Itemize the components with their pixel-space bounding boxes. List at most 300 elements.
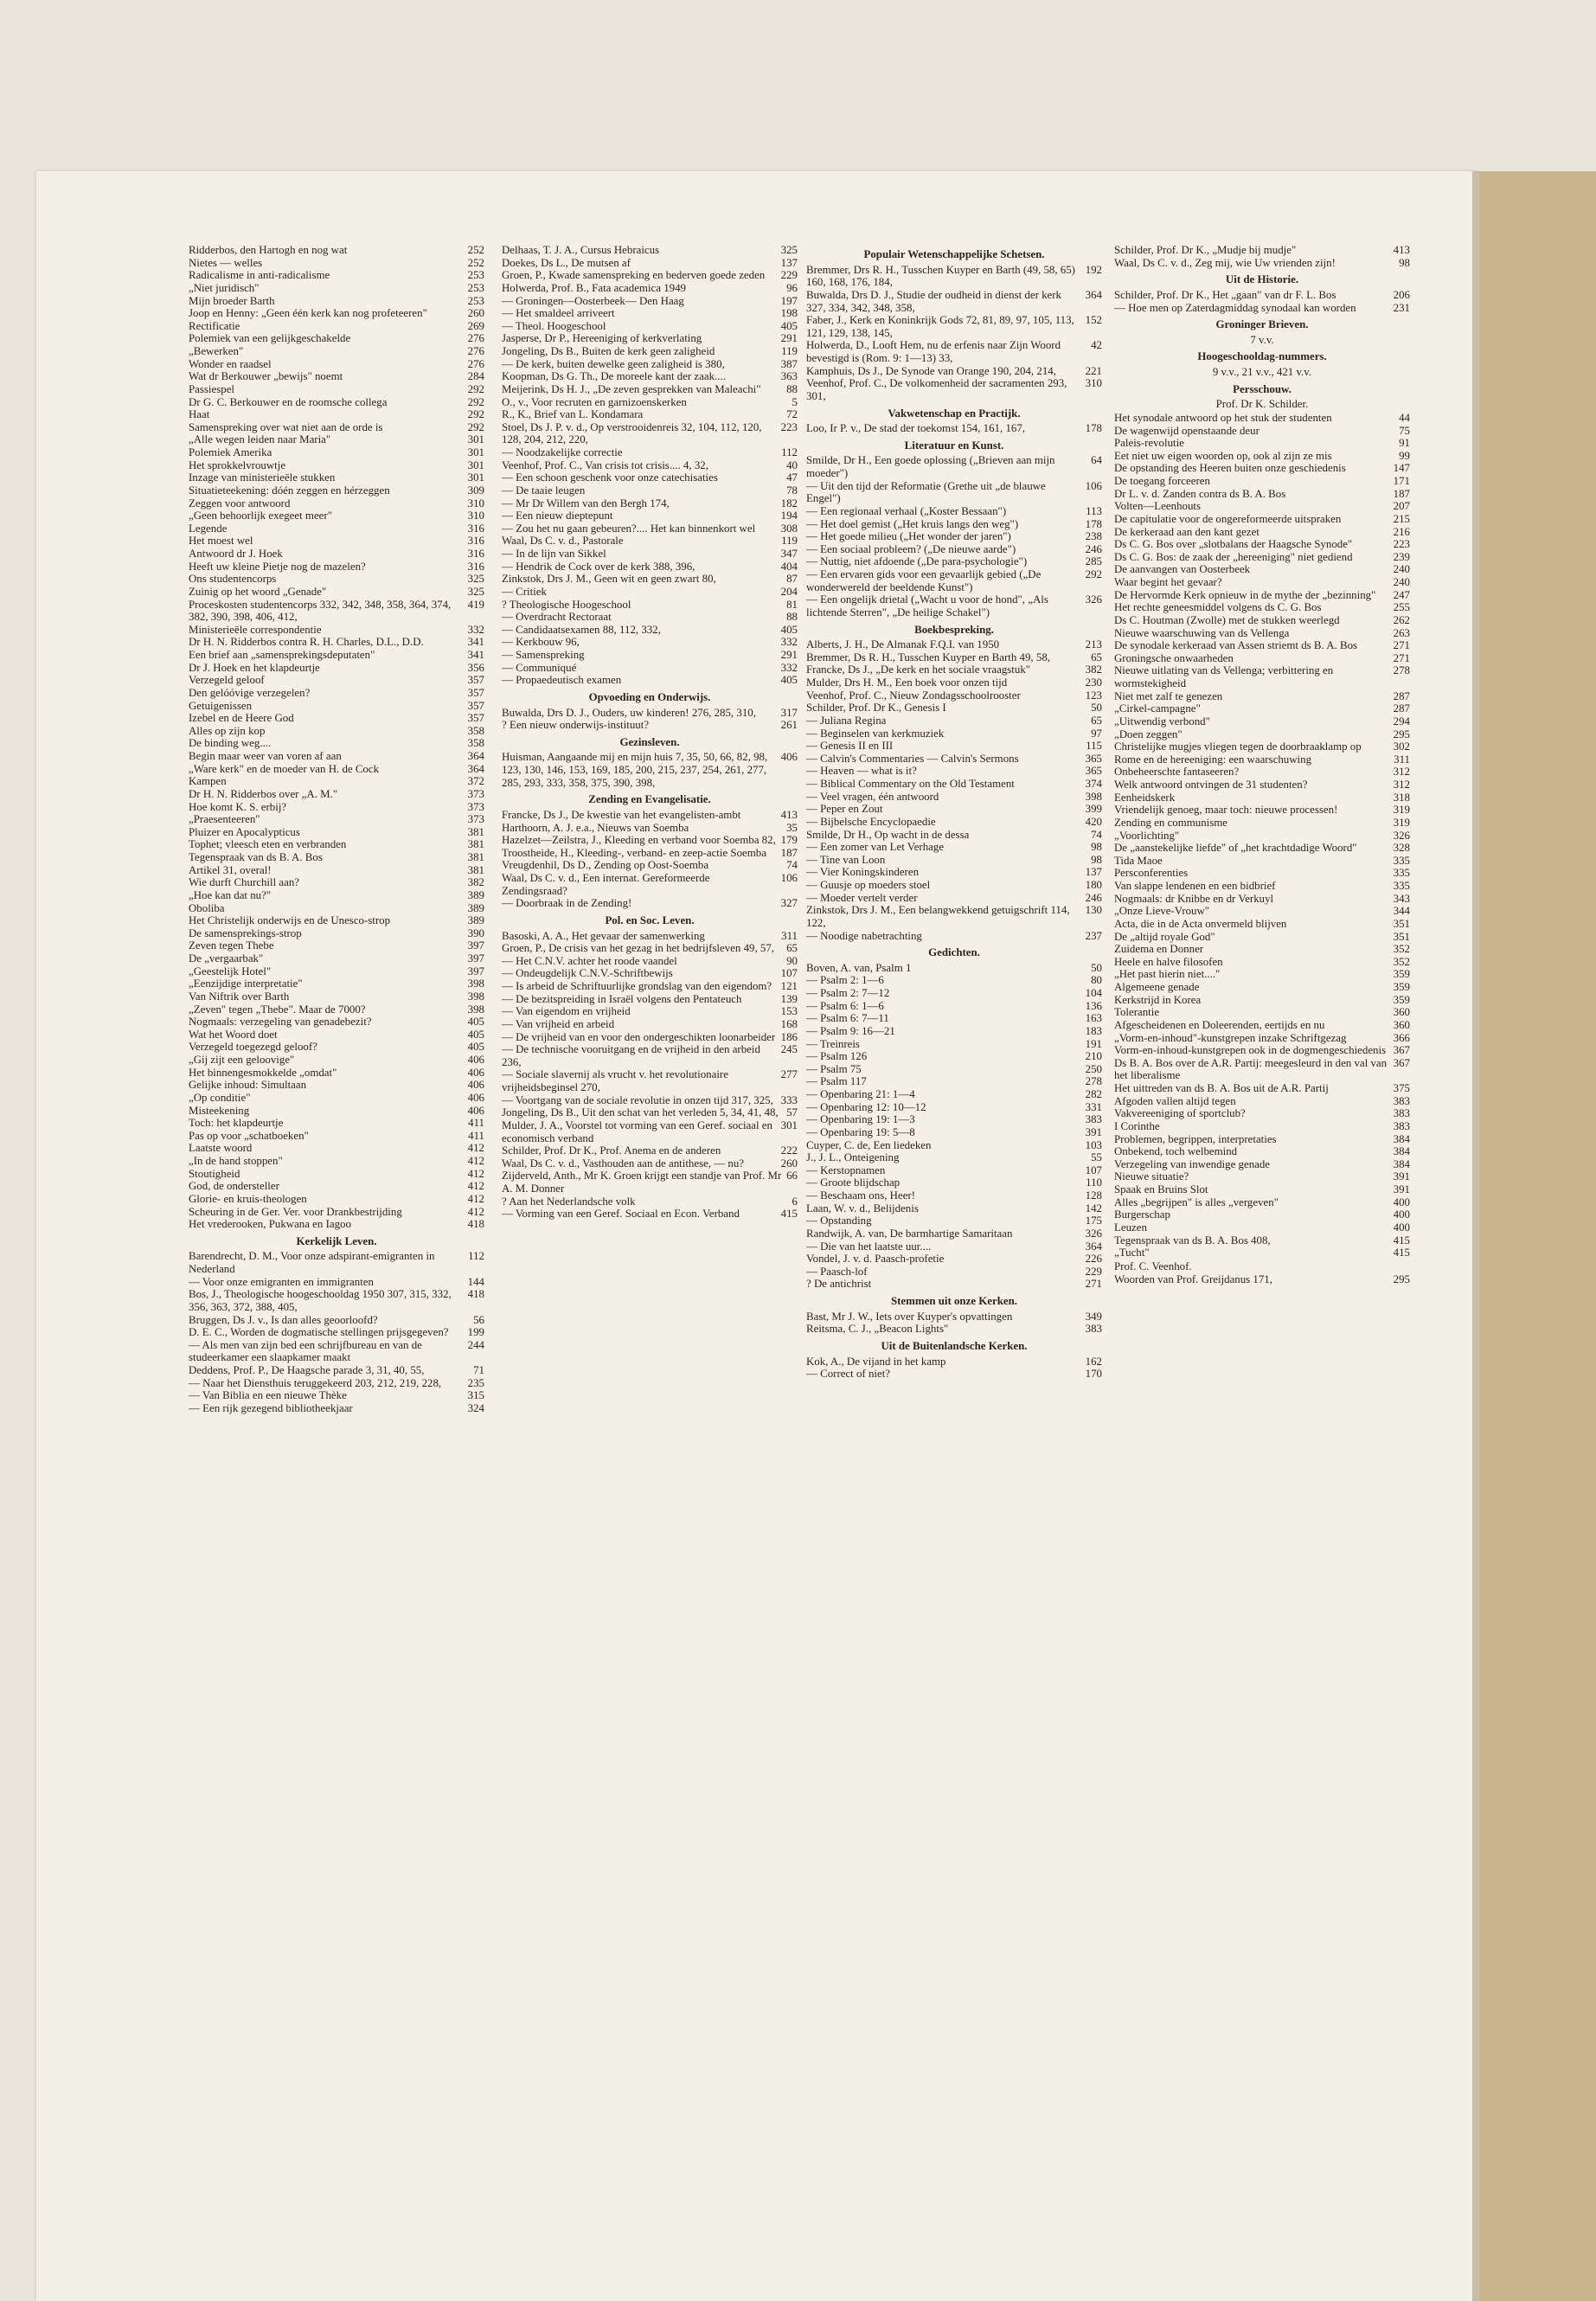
entry-title: — Openbaring 21: 1—4: [806, 1088, 915, 1100]
index-entry: [189, 573, 484, 586]
index-entry: [189, 649, 484, 662]
index-entry: [502, 707, 798, 720]
entry-page-number: 221: [1085, 364, 1102, 377]
index-entry: [502, 1043, 798, 1068]
entry-page-number: 239: [1393, 550, 1410, 563]
entry-page-number: 223: [1393, 538, 1410, 551]
entry-title: Wat dr Berkouwer „bewijs" noemt: [189, 370, 343, 383]
entry-title: Paleis-revolutie: [1114, 437, 1184, 450]
entry-title: De aanvangen van Oosterbeek: [1114, 563, 1251, 576]
entry-title: D. E. C., Worden de dogmatische stellingen prijsgegeven?: [189, 1326, 449, 1339]
index-entry: [189, 1092, 484, 1105]
entry-page-number: 187: [780, 846, 798, 859]
entry-title: Waal, Ds C. v. d., Pastorale: [502, 535, 624, 548]
index-entry: [189, 1130, 484, 1143]
index-column-2: [502, 244, 798, 1221]
entry-page-number: 420: [1085, 815, 1102, 828]
section-heading: Vakwetenschap en Practijk.: [888, 407, 1021, 420]
entry-page-number: 80: [1091, 974, 1102, 987]
entry-page-number: 415: [1393, 1234, 1410, 1247]
index-entry: [189, 599, 484, 624]
index-entry: [806, 803, 1102, 816]
entry-page-number: 128: [1085, 1189, 1102, 1202]
index-entry: [1114, 551, 1410, 564]
entry-page-number: 301: [467, 458, 484, 471]
entry-page-number: 271: [1393, 639, 1410, 652]
index-entry: [1114, 1006, 1410, 1019]
entry-page-number: 341: [467, 649, 484, 661]
entry-page-number: 301: [780, 1118, 798, 1131]
entry-page-number: 255: [1393, 601, 1410, 614]
entry-page-number: 179: [780, 834, 798, 847]
entry-title: — Is arbeid de Schriftuurlijke grondslag van den eigendom?: [502, 980, 772, 992]
index-entry: [189, 1339, 484, 1364]
index-entry: [1114, 526, 1410, 539]
entry-title: „Onze Lieve-Vrouw": [1114, 905, 1210, 918]
entry-title: De wagenwijd openstaande deur: [1114, 424, 1259, 437]
entry-page-number: 406: [467, 1091, 484, 1104]
index-entry: [189, 1326, 484, 1339]
index-entry: [1114, 690, 1410, 703]
entry-title: — Veel vragen, één antwoord: [806, 790, 939, 803]
index-entry: [502, 320, 798, 333]
index-note: Prof. Dr K. Schilder.: [1215, 398, 1309, 411]
entry-title: — Beginselen van kerkmuziek: [806, 727, 945, 740]
entry-page-number: 292: [467, 408, 484, 421]
entry-page-number: 316: [467, 535, 484, 548]
entry-title: Doekes, Ds L., De mutsen af: [502, 256, 631, 269]
entry-title: Jongeling, Ds B., Uit den schat van het verleden 5, 34, 41, 48,: [502, 1106, 779, 1119]
entry-title: Harthoorn, A. J. e.a., Nieuws van Soemba: [502, 821, 689, 834]
entry-page-number: 406: [780, 751, 798, 764]
index-entry: [806, 264, 1102, 289]
entry-title: — Psalm 2: 7—12: [806, 987, 890, 999]
entry-title: Heeft uw kleine Pietje nog de mazelen?: [189, 560, 366, 573]
index-entry: [1114, 475, 1410, 488]
entry-title: Randwijk, A. van, De barmhartige Samaritaan: [806, 1227, 1013, 1240]
index-entry: [189, 902, 484, 915]
entry-title: Nieuwe uitlating van ds Vellenga; verbittering en wormstekigheid: [1114, 664, 1334, 689]
entry-title: Niet met zalf te genezen: [1114, 689, 1223, 702]
index-entry: [189, 433, 484, 446]
index-entry: [1114, 702, 1410, 715]
index-entry: [502, 446, 798, 459]
entry-page-number: 198: [780, 307, 798, 320]
entry-title: Wie durft Churchill aan?: [189, 876, 299, 889]
entry-page-number: 210: [1085, 1050, 1102, 1063]
entry-page-number: 207: [1393, 500, 1410, 513]
entry-title: — Van eigendom en vrijheid: [502, 1005, 631, 1018]
entry-page-number: 332: [780, 661, 798, 674]
index-entry: [1114, 627, 1410, 640]
entry-title: Veenhof, Prof. C., De volkomenheid der sacramenten 293, 301,: [806, 377, 1067, 402]
entry-title: Zinkstok, Drs J. M., Een belangwekkend getuigschrift 114, 122,: [806, 904, 1070, 929]
index-entry: [502, 1195, 798, 1208]
entry-title: Laatste woord: [189, 1142, 253, 1155]
entry-page-number: 113: [1086, 504, 1102, 517]
entry-title: Barendrecht, D. M., Voor onze adspirant-emigranten in Nederland: [189, 1250, 435, 1275]
index-entry: [1114, 830, 1410, 843]
entry-page-number: 326: [1393, 829, 1410, 842]
index-entry: [189, 408, 484, 421]
index-entry: [806, 663, 1102, 676]
entry-title: De „altijd royale God": [1114, 930, 1215, 943]
index-entry: [806, 1101, 1102, 1114]
entry-title: De binding weg....: [189, 737, 272, 750]
index-entry: [1114, 779, 1410, 792]
index-entry: [502, 383, 798, 396]
entry-title: De kerkeraad aan den kant gezet: [1114, 525, 1259, 538]
index-entry: [502, 636, 798, 649]
entry-page-number: 372: [467, 775, 484, 788]
index-entry: [502, 822, 798, 835]
entry-title: — Een rijk gezegend bibliotheekjaar: [189, 1401, 353, 1414]
entry-title: Afgescheidenen en Doleerenden, eertijds en nu: [1114, 1018, 1325, 1031]
entry-title: Groen, P., Kwade samenspreking en bederven goede zeden: [502, 269, 766, 282]
entry-title: Het sprokkelvrouwtje: [189, 458, 286, 471]
index-entry: [1114, 1145, 1410, 1158]
entry-page-number: 112: [781, 446, 798, 458]
index-section: [806, 1295, 1102, 1336]
entry-page-number: 276: [467, 332, 484, 345]
entry-page-number: 301: [467, 433, 484, 446]
entry-page-number: 399: [1085, 803, 1102, 816]
index-entry: [806, 339, 1102, 364]
index-entry: [502, 624, 798, 637]
entry-title: Haat: [189, 408, 210, 421]
index-entry: [189, 1117, 484, 1130]
entry-title: „Geen behoorlijk exegeet meer": [189, 510, 332, 522]
index-entry: [502, 1005, 798, 1018]
index-entry: [1114, 614, 1410, 627]
entry-page-number: 405: [467, 1028, 484, 1041]
index-entry: [806, 530, 1102, 543]
index-entry: [806, 1311, 1102, 1324]
index-entry: [502, 930, 798, 943]
index-entry: [189, 725, 484, 738]
index-entry: [1114, 1082, 1410, 1095]
index-entry: [806, 1063, 1102, 1076]
entry-page-number: 411: [468, 1129, 484, 1142]
entry-title: Dr G. C. Berkouwer en de roomsche collega: [189, 395, 388, 408]
entry-page-number: 316: [467, 522, 484, 535]
index-entry: [189, 1079, 484, 1092]
entry-title: Burgerschap: [1114, 1208, 1170, 1221]
index-entry: [806, 422, 1102, 435]
section-heading: Hoogeschooldag-nummers.: [1197, 350, 1327, 363]
entry-page-number: 383: [1085, 1113, 1102, 1126]
index-entry: [189, 548, 484, 561]
entry-page-number: 187: [1393, 487, 1410, 500]
entry-page-number: 88: [786, 382, 798, 395]
entry-page-number: 383: [1085, 1323, 1102, 1336]
index-note: 9 v.v., 21 v.v., 421 v.v.: [1212, 366, 1312, 378]
index-entry: [502, 522, 798, 535]
entry-title: De synodale kerkeraad van Assen striemt ds B. A. Bos: [1114, 639, 1358, 652]
index-entry: [189, 269, 484, 282]
entry-title: „Cirkel-campagne": [1114, 702, 1201, 715]
entry-page-number: 363: [780, 370, 798, 383]
index-entry: [502, 586, 798, 599]
index-entry: [1114, 1158, 1410, 1171]
entry-page-number: 107: [780, 967, 798, 980]
entry-page-number: 381: [467, 851, 484, 863]
entry-page-number: 360: [1393, 1006, 1410, 1019]
entry-title: — Hoe men op Zaterdagmiddag synodaal kan worden: [1114, 301, 1356, 314]
entry-page-number: 153: [780, 1005, 798, 1018]
index-entry: [806, 651, 1102, 664]
entry-page-number: 292: [467, 382, 484, 395]
entry-page-number: 97: [1091, 727, 1102, 740]
index-entry: [189, 977, 484, 990]
index-entry: [189, 1377, 484, 1390]
entry-page-number: 366: [1393, 1031, 1410, 1044]
index-entry: [189, 1218, 484, 1231]
index-entry: [502, 1094, 798, 1107]
entry-page-number: 222: [780, 1144, 798, 1157]
index-entry: [502, 897, 798, 910]
entry-title: — Genesis II en III: [806, 740, 894, 753]
entry-page-number: 365: [1085, 752, 1102, 765]
entry-title: „Zeven" tegen „Thebe". Maar de 7000?: [189, 1003, 366, 1016]
entry-page-number: 72: [786, 408, 798, 421]
index-entry: [806, 555, 1102, 568]
entry-page-number: 121: [780, 980, 798, 992]
index-entry: [806, 1266, 1102, 1279]
entry-title: „Geestelijk Hotel": [189, 965, 272, 977]
entry-title: Buwalda, Drs D. J., Studie der oudheid in dienst der kerk 327, 334, 342, 348, 358,: [806, 288, 1061, 314]
entry-title: Radicalisme in anti-radicalisme: [189, 269, 330, 282]
index-note: 7 v.v.: [1250, 333, 1274, 346]
entry-title: Het rechte geneesmiddel volgens ds C. G. Bos: [1114, 601, 1322, 614]
entry-page-number: 373: [467, 813, 484, 826]
entry-title: — Psalm 9: 16—21: [806, 1024, 895, 1037]
entry-page-number: 319: [1393, 804, 1410, 817]
entry-page-number: 186: [780, 1030, 798, 1043]
entry-page-number: 244: [467, 1338, 484, 1351]
entry-page-number: 412: [467, 1192, 484, 1205]
entry-page-number: 357: [467, 712, 484, 725]
entry-title: Begin maar weer van voren af aan: [189, 750, 342, 762]
entry-page-number: 182: [780, 497, 798, 510]
entry-title: Het binnengesmokkelde „omdat": [189, 1066, 337, 1079]
entry-title: Veenhof, Prof. C., Van crisis tot crisis.... 4, 32,: [502, 458, 708, 471]
entry-title: — Openbaring 12: 10—12: [806, 1100, 926, 1113]
entry-title: Basoski, A. A., Het gevaar der samenwerking: [502, 929, 705, 942]
entry-page-number: 367: [1393, 1044, 1410, 1057]
entry-title: Joop en Henny: „Geen één kerk kan nog profeteeren": [189, 307, 427, 320]
entry-page-number: 364: [467, 750, 484, 762]
entry-title: Verzegeld geloof: [189, 674, 265, 687]
entry-page-number: 216: [1393, 525, 1410, 538]
entry-title: Zeven tegen Thebe: [189, 939, 274, 952]
entry-page-number: 163: [1085, 1012, 1102, 1025]
index-entry: [502, 548, 798, 561]
index-entry: [502, 1018, 798, 1031]
section-heading: Boekbespreking.: [914, 623, 994, 636]
entry-title: Onbekend, toch welbemind: [1114, 1145, 1238, 1158]
entry-title: „Gij zijt een geloovige": [189, 1054, 295, 1066]
entry-page-number: 74: [1091, 828, 1102, 841]
index-entry: [502, 834, 798, 847]
entry-page-number: 229: [1085, 1265, 1102, 1278]
entry-title: Hazelzet—Zeilstra, J., Kleeding en verband voor Soemba 82,: [502, 834, 776, 847]
index-entry: [1114, 1133, 1410, 1146]
entry-title: — Nuttig, niet afdoende („De para-psychologie"): [806, 555, 1028, 568]
entry-title: Francke, Ds J., De kwestie van het evangelisten-ambt: [502, 808, 741, 821]
entry-page-number: 397: [467, 952, 484, 965]
index-entry: [502, 859, 798, 872]
entry-title: Stoutigheid: [189, 1167, 240, 1180]
entry-page-number: 419: [467, 598, 484, 611]
entry-page-number: 260: [780, 1157, 798, 1170]
index-entry: [1114, 412, 1410, 425]
index-entry: [189, 1142, 484, 1155]
index-section: [502, 244, 798, 687]
index-entry: [806, 568, 1102, 593]
entry-title: Schilder, Prof. Dr K., Genesis I: [806, 702, 946, 715]
entry-title: — Het C.N.V. achter het roode vaandel: [502, 954, 677, 967]
entry-page-number: 276: [467, 357, 484, 370]
index-entry: [806, 702, 1102, 715]
entry-page-number: 57: [786, 1106, 798, 1119]
entry-title: Antwoord dr J. Hoek: [189, 548, 283, 560]
entry-title: — Noodzakelijke correctie: [502, 446, 623, 458]
index-section: [502, 914, 798, 1221]
entry-page-number: 391: [1393, 1170, 1410, 1183]
entry-title: — De taaie leugen: [502, 484, 586, 497]
entry-title: Christelijke mugjes vliegen tegen de doorbraaklamp op: [1114, 740, 1362, 753]
index-entry: [1114, 918, 1410, 931]
entry-page-number: 295: [1393, 1273, 1410, 1286]
index-entry: [189, 345, 484, 358]
index-entry: [1114, 842, 1410, 855]
entry-title: — Een sociaal probleem? („De nieuwe aarde"): [806, 542, 1016, 555]
index-entry: [806, 480, 1102, 505]
entry-title: Bos, J., Theologische hoogeschooldag 1950 307, 315, 332, 356, 363, 372, 388, 405,: [189, 1288, 452, 1313]
entry-page-number: 412: [467, 1142, 484, 1155]
entry-page-number: 406: [467, 1079, 484, 1092]
index-entry: [502, 421, 798, 446]
entry-title: Ons studentencorps: [189, 573, 277, 586]
entry-title: — Het doel gemist („Het kruis langs den weg"): [806, 517, 1019, 530]
index-entry: [806, 1278, 1102, 1291]
entry-page-number: 383: [1393, 1094, 1410, 1107]
entry-title: „Eenzijdige interpretatie": [189, 977, 303, 990]
index-entry: [502, 1157, 798, 1170]
entry-page-number: 71: [473, 1364, 484, 1376]
entry-page-number: 192: [1085, 263, 1102, 276]
index-entry: [502, 1068, 798, 1093]
entry-page-number: 308: [780, 522, 798, 535]
entry-page-number: 404: [780, 560, 798, 573]
entry-title: — Biblical Commentary on the Old Testament: [806, 778, 1015, 790]
index-entry: [1114, 968, 1410, 981]
entry-page-number: 147: [1393, 462, 1410, 475]
entry-title: Groen, P., De crisis van het gezag in het bedrijfsleven 49, 57,: [502, 942, 775, 955]
entry-page-number: 352: [1393, 955, 1410, 968]
entry-title: Ds C. G. Bos: de zaak der „hereeniging" niet gediend: [1114, 550, 1353, 563]
index-entry: [806, 879, 1102, 892]
index-entry: [1114, 804, 1410, 817]
entry-title: Waal, Ds C. v. d., Een internat. Gereformeerde Zendingsraad?: [502, 872, 710, 897]
entry-page-number: 292: [467, 420, 484, 433]
index-entry: [806, 1126, 1102, 1139]
entry-title: Rome en de hereeniging: een waarschuwing: [1114, 753, 1312, 766]
index-entry: [502, 674, 798, 687]
index-entry: [502, 1106, 798, 1119]
entry-title: Van Niftrik over Barth: [189, 990, 290, 1003]
entry-page-number: 302: [1393, 740, 1410, 753]
entry-title: Cuyper, C. de, Een liedeken: [806, 1138, 932, 1151]
entry-title: De „aanstekelijke liefde" of „het krachtdadige Woord": [1114, 842, 1357, 855]
entry-page-number: 382: [1085, 663, 1102, 676]
entry-title: „Niet juridisch": [189, 281, 260, 294]
entry-page-number: 35: [786, 821, 798, 834]
entry-title: Heele en halve filosofen: [1114, 955, 1223, 968]
entry-page-number: 98: [1091, 841, 1102, 854]
entry-title: — Overdracht Rectoraat: [502, 611, 612, 624]
entry-page-number: 360: [1393, 1018, 1410, 1031]
entry-page-number: 316: [467, 548, 484, 560]
index-entry: [189, 370, 484, 383]
index-entry: [189, 1041, 484, 1054]
entry-title: — Die van het laatste uur....: [806, 1240, 932, 1253]
index-entry: [189, 737, 484, 750]
entry-title: Verzegeling van inwendige genade: [1114, 1157, 1271, 1170]
entry-title: Rectificatie: [189, 319, 240, 332]
entry-title: Tophet; vleesch eten en verbranden: [189, 838, 347, 851]
index-entry: [502, 295, 798, 308]
entry-page-number: 400: [1393, 1208, 1410, 1221]
entry-title: Van slappe lendenen en een bidbrief: [1114, 880, 1276, 892]
entry-page-number: 351: [1393, 917, 1410, 930]
entry-page-number: 107: [1085, 1163, 1102, 1176]
entry-page-number: 291: [780, 332, 798, 345]
entry-page-number: 327: [780, 897, 798, 910]
entry-page-number: 381: [467, 838, 484, 851]
index-entry: [1114, 728, 1410, 741]
entry-page-number: 261: [780, 719, 798, 732]
index-entry: [806, 1050, 1102, 1063]
index-entry: [806, 753, 1102, 766]
index-entry: [189, 471, 484, 484]
index-entry: [189, 522, 484, 535]
entry-title: „Doen zeggen": [1114, 727, 1183, 740]
entry-page-number: 317: [780, 706, 798, 719]
entry-title: — Openbaring 19: 5—8: [806, 1125, 915, 1138]
entry-title: — Psalm 117: [806, 1075, 867, 1088]
entry-title: Spaak en Bruins Slot: [1114, 1183, 1208, 1195]
entry-title: — Communiqué: [502, 661, 577, 674]
index-entry: [189, 497, 484, 510]
index-entry: [189, 295, 484, 308]
entry-page-number: 250: [1085, 1062, 1102, 1075]
entry-page-number: 301: [467, 471, 484, 484]
entry-page-number: 415: [780, 1208, 798, 1221]
index-entry: [806, 962, 1102, 975]
entry-title: — Heaven — what is it?: [806, 765, 917, 778]
index-entry: [189, 687, 484, 700]
index-section: [806, 1340, 1102, 1381]
entry-title: Tegenspraak van ds B. A. Bos: [189, 851, 323, 863]
entry-page-number: 103: [1085, 1138, 1102, 1151]
index-entry: [1114, 576, 1410, 589]
entry-page-number: 119: [781, 345, 798, 357]
entry-title: Kampen: [189, 775, 227, 788]
entry-page-number: 65: [1091, 651, 1102, 663]
entry-title: Tolerantie: [1114, 1006, 1160, 1019]
